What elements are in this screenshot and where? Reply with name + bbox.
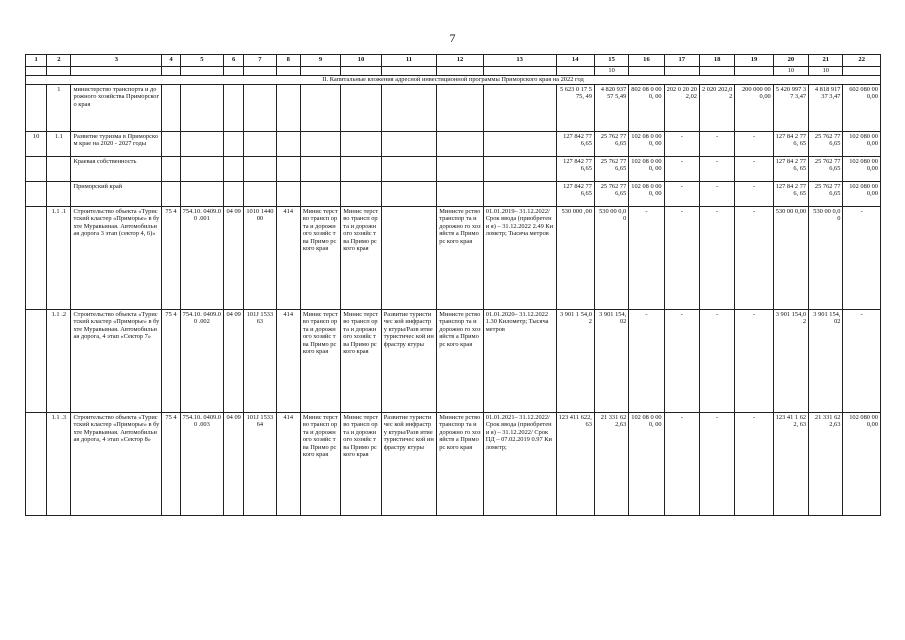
table-cell: 04 09 bbox=[224, 310, 244, 413]
table-cell: 102 08 0 000, 00 bbox=[629, 413, 664, 516]
table-cell: - bbox=[699, 310, 734, 413]
table-cell bbox=[483, 182, 556, 207]
table-cell bbox=[483, 85, 556, 132]
table-cell bbox=[483, 157, 556, 182]
sub-header-cell bbox=[224, 67, 244, 76]
table-cell: 127 84 2 776, 65 bbox=[773, 132, 808, 157]
table-cell bbox=[300, 157, 340, 182]
table-cell: 1.1 bbox=[47, 132, 71, 157]
table-cell: 202 0 20 20 2,02 bbox=[664, 85, 699, 132]
table-cell: - bbox=[735, 182, 773, 207]
table-cell: 5 420 997 37 3,47 bbox=[773, 85, 808, 132]
table-cell: 123 411 622,63 bbox=[556, 413, 594, 516]
sub-header-cell bbox=[71, 67, 162, 76]
table-cell: 530 000 ,00 bbox=[556, 207, 594, 310]
table-cell: 102 080 000,00 bbox=[843, 182, 881, 207]
sub-header-cell bbox=[699, 67, 734, 76]
sub-header-cell bbox=[843, 67, 881, 76]
sub-header-cell bbox=[26, 67, 47, 76]
table-cell: 102 080 000,00 bbox=[843, 157, 881, 182]
table-cell bbox=[276, 132, 300, 157]
table-cell: 01.01.2019– 31.12.2022/ Срок ввода (приобретени я) – 31.12.2022 2.49 Километр; Тысяча метров bbox=[483, 207, 556, 310]
table-cell bbox=[162, 182, 180, 207]
table-cell bbox=[437, 132, 483, 157]
table-cell: 4 820 937 57 5,49 bbox=[594, 85, 628, 132]
column-number: 14 bbox=[556, 55, 594, 67]
table-cell bbox=[26, 85, 47, 132]
column-number: 22 bbox=[843, 55, 881, 67]
table-cell bbox=[276, 182, 300, 207]
table-cell: 21 331 622,63 bbox=[594, 413, 628, 516]
table-cell bbox=[244, 182, 276, 207]
table-cell bbox=[381, 132, 437, 157]
table-cell bbox=[276, 157, 300, 182]
table-cell: 1.1 .3 bbox=[47, 413, 71, 516]
table-cell: 127 84 2 776, 65 bbox=[773, 157, 808, 182]
table-cell: Минис терство трансп орта и дорожн ого хозяйс тва Примо рского края bbox=[341, 310, 381, 413]
table-cell: 25 762 776,65 bbox=[809, 132, 843, 157]
table-cell: 754.10. 0409.00 .002 bbox=[180, 310, 223, 413]
table-cell: 414 bbox=[276, 207, 300, 310]
table-cell: 3 901 1 54,02 bbox=[556, 310, 594, 413]
table-cell: 5 623 0 17 575, 49 bbox=[556, 85, 594, 132]
table-cell: 802 08 0 000, 00 bbox=[629, 85, 664, 132]
table-cell bbox=[47, 157, 71, 182]
table-cell bbox=[381, 207, 437, 310]
column-number: 19 bbox=[735, 55, 773, 67]
table-cell bbox=[437, 85, 483, 132]
table-cell: 75 4 bbox=[162, 310, 180, 413]
column-number: 18 bbox=[699, 55, 734, 67]
table-cell: Минис терство трансп орта и дорожн ого хозяйс тва Примо рского края bbox=[300, 207, 340, 310]
table-cell: 75 4 bbox=[162, 207, 180, 310]
table-cell bbox=[341, 132, 381, 157]
table-cell bbox=[483, 132, 556, 157]
table-cell: 754.10. 0409.00 .001 bbox=[180, 207, 223, 310]
table-cell: 4 818 917 37 3,47 bbox=[809, 85, 843, 132]
column-number: 2 bbox=[47, 55, 71, 67]
table-cell: 1010 1440 00 bbox=[244, 207, 276, 310]
section-title: II. Капитальные вложения адресной инвестиционной программы Приморского края на 2022 год bbox=[26, 76, 881, 85]
sub-header-cell bbox=[276, 67, 300, 76]
sub-header-cell bbox=[437, 67, 483, 76]
table-row bbox=[26, 157, 881, 182]
table-cell: - bbox=[664, 132, 699, 157]
column-number: 9 bbox=[300, 55, 340, 67]
table-cell: 102 080 000,00 bbox=[843, 132, 881, 157]
table-cell bbox=[341, 157, 381, 182]
table-cell: 530 00 0,00 bbox=[594, 207, 628, 310]
table-cell bbox=[300, 85, 340, 132]
investment-program-table bbox=[25, 54, 881, 516]
sub-header-cell bbox=[162, 67, 180, 76]
sub-header-cell bbox=[180, 67, 223, 76]
column-number: 10 bbox=[341, 55, 381, 67]
table-cell bbox=[224, 157, 244, 182]
table-cell bbox=[381, 182, 437, 207]
sub-header-cell bbox=[341, 67, 381, 76]
table-cell: 127 842 776,65 bbox=[556, 132, 594, 157]
table-cell: 414 bbox=[276, 310, 300, 413]
table-cell bbox=[244, 85, 276, 132]
table-row bbox=[26, 85, 881, 132]
table-cell: - bbox=[735, 207, 773, 310]
table-cell: 602 080 000,00 bbox=[843, 85, 881, 132]
table-cell: 102 08 0 000, 00 bbox=[629, 132, 664, 157]
table-cell bbox=[162, 85, 180, 132]
table-cell: 25 762 776,65 bbox=[594, 182, 628, 207]
table-cell bbox=[300, 132, 340, 157]
table-cell bbox=[26, 413, 47, 516]
table-cell: 1.1 .2 bbox=[47, 310, 71, 413]
table-cell: 25 762 776,65 bbox=[809, 182, 843, 207]
table-cell: Развитие туристичес кой инфрастру ктуры/Разв итие туристичес кой инфрастру ктуры bbox=[381, 413, 437, 516]
table-cell: 25 762 776,65 bbox=[809, 157, 843, 182]
sub-header-cell bbox=[244, 67, 276, 76]
section-row bbox=[26, 76, 881, 85]
table-cell bbox=[224, 85, 244, 132]
column-number: 17 bbox=[664, 55, 699, 67]
table-cell: - bbox=[664, 207, 699, 310]
sub-header-cell bbox=[300, 67, 340, 76]
table-cell bbox=[244, 157, 276, 182]
table-cell: 127 842 776,65 bbox=[556, 157, 594, 182]
table-cell: - bbox=[735, 413, 773, 516]
sub-header-cell: 10 bbox=[773, 67, 808, 76]
table-cell: 2 020 202,0 2 bbox=[699, 85, 734, 132]
table-cell: 102 08 0 000, 00 bbox=[629, 157, 664, 182]
table-cell bbox=[180, 132, 223, 157]
table-cell: 21 331 622,63 bbox=[809, 413, 843, 516]
table-cell: 102 08 0 000, 00 bbox=[629, 182, 664, 207]
table-cell: 127 842 776,65 bbox=[556, 182, 594, 207]
table-cell bbox=[244, 132, 276, 157]
table-row bbox=[26, 413, 881, 516]
table-cell: 414 bbox=[276, 413, 300, 516]
table-cell: 1 bbox=[47, 85, 71, 132]
table-cell: - bbox=[664, 157, 699, 182]
table-cell: - bbox=[629, 310, 664, 413]
table-cell bbox=[381, 157, 437, 182]
table-cell: - bbox=[664, 413, 699, 516]
table-cell: - bbox=[664, 182, 699, 207]
column-number-row bbox=[26, 55, 881, 67]
sub-header-row bbox=[26, 67, 881, 76]
column-number: 13 bbox=[483, 55, 556, 67]
table-cell: - bbox=[843, 207, 881, 310]
table-cell: 04 09 bbox=[224, 207, 244, 310]
table-cell bbox=[162, 157, 180, 182]
table-cell bbox=[26, 310, 47, 413]
table-cell bbox=[47, 182, 71, 207]
table-cell bbox=[180, 85, 223, 132]
table-cell: 200 000 000,00 bbox=[735, 85, 773, 132]
column-number: 6 bbox=[224, 55, 244, 67]
table-row bbox=[26, 310, 881, 413]
column-number: 15 bbox=[594, 55, 628, 67]
table-cell: Минис терство трансп орта и дорожн ого хозяйс тва Примо рского края bbox=[300, 413, 340, 516]
table-cell: 127 84 2 776, 65 bbox=[773, 182, 808, 207]
table-cell: 01.01.2021– 31.12.2022/ Срок ввода (приобретени я) – 31.12.2022/ Срок ПД – 07.02.2019 0.97 Километр; bbox=[483, 413, 556, 516]
table-cell: Строительство объекта «Туристский кластер «Приморье» в бухте Муравьиная. Автомобильная дорога, 4 этап «Сектор 7» bbox=[71, 310, 162, 413]
table-row bbox=[26, 182, 881, 207]
table-cell: 754.10. 0409.00 .003 bbox=[180, 413, 223, 516]
sub-header-cell bbox=[556, 67, 594, 76]
table-cell: Развитие туризма в Приморском крае на 2020 - 2027 годы bbox=[71, 132, 162, 157]
column-number: 4 bbox=[162, 55, 180, 67]
sub-header-cell: 10 bbox=[809, 67, 843, 76]
table-cell bbox=[300, 182, 340, 207]
table-cell bbox=[341, 182, 381, 207]
column-number: 12 bbox=[437, 55, 483, 67]
table-cell: Строительство объекта «Туристский кластер «Приморье» в бухте Муравьиная. Автомобильная дорога, 4 этап «Сектор 8» bbox=[71, 413, 162, 516]
table-cell: Приморский край bbox=[71, 182, 162, 207]
table-cell: - bbox=[699, 157, 734, 182]
table-cell: Минис терство трансп орта и дорожн ого хозяйс тва Примо рского края bbox=[300, 310, 340, 413]
table-cell: - bbox=[735, 310, 773, 413]
table-cell: 1.1 .1 bbox=[47, 207, 71, 310]
column-number: 21 bbox=[809, 55, 843, 67]
table-cell: Развитие туристичес кой инфрастру ктуры/Разв итие туристичес кой инфрастру ктуры bbox=[381, 310, 437, 413]
table-cell: - bbox=[843, 310, 881, 413]
table-cell bbox=[224, 132, 244, 157]
table-cell: 530 00 0,00 bbox=[773, 207, 808, 310]
table-cell: Минис терство трансп орта и дорожн ого хозяйс тва Примо рского края bbox=[341, 207, 381, 310]
table-cell: 04 09 bbox=[224, 413, 244, 516]
sub-header-cell bbox=[629, 67, 664, 76]
table-cell bbox=[180, 157, 223, 182]
table-cell: - bbox=[629, 207, 664, 310]
table-cell: - bbox=[699, 132, 734, 157]
table-cell: Министе рство транспор та и дорожно го хозяйств а Приморс кого края bbox=[437, 207, 483, 310]
table-cell: - bbox=[664, 310, 699, 413]
table-cell: 3 901 154,02 bbox=[773, 310, 808, 413]
table-cell bbox=[341, 85, 381, 132]
table-cell bbox=[437, 157, 483, 182]
column-number: 7 bbox=[244, 55, 276, 67]
sub-header-cell bbox=[483, 67, 556, 76]
sub-header-cell bbox=[47, 67, 71, 76]
table-cell: 3 901 154,02 bbox=[809, 310, 843, 413]
table-cell bbox=[162, 132, 180, 157]
column-number: 1 bbox=[26, 55, 47, 67]
column-number: 16 bbox=[629, 55, 664, 67]
sub-header-cell bbox=[735, 67, 773, 76]
table-cell: Министе рство транспор та и дорожно го хозяйств а Приморс кого края bbox=[437, 310, 483, 413]
table-cell bbox=[26, 182, 47, 207]
table-cell: 25 762 776,65 bbox=[594, 157, 628, 182]
table-cell: 25 762 776,65 bbox=[594, 132, 628, 157]
table-cell: 75 4 bbox=[162, 413, 180, 516]
table-cell bbox=[26, 157, 47, 182]
table-cell: 123 41 1 622, 63 bbox=[773, 413, 808, 516]
table-cell: - bbox=[735, 157, 773, 182]
table-cell: 10 bbox=[26, 132, 47, 157]
table-cell: - bbox=[699, 207, 734, 310]
table-cell: 01.01.2020– 31.12.2022 1.30 Километр; Тысяча метров bbox=[483, 310, 556, 413]
table-cell: - bbox=[699, 413, 734, 516]
column-number: 3 bbox=[71, 55, 162, 67]
table-cell: Министе рство транспор та и дорожно го хозяйств а Приморс кого края bbox=[437, 413, 483, 516]
column-number: 20 bbox=[773, 55, 808, 67]
column-number: 5 bbox=[180, 55, 223, 67]
page-number: 7 bbox=[449, 31, 456, 45]
table-cell bbox=[224, 182, 244, 207]
table-row bbox=[26, 207, 881, 310]
sub-header-cell bbox=[381, 67, 437, 76]
table-cell: 101J 1533 63 bbox=[244, 310, 276, 413]
table-cell: Минис терство трансп орта и дорожн ого хозяйс тва Примо рского края bbox=[341, 413, 381, 516]
column-number: 8 bbox=[276, 55, 300, 67]
table-cell bbox=[437, 182, 483, 207]
table-cell: 3 901 154,02 bbox=[594, 310, 628, 413]
sub-header-cell: 10 bbox=[594, 67, 628, 76]
table-cell: министерство транспорта и дорожного хозяйства Приморского края bbox=[71, 85, 162, 132]
table-cell: Строительство объекта «Туристский кластер «Приморье» в бухте Муравьиная. Автомобильная дорога 3 этап (сектор 4, 6)» bbox=[71, 207, 162, 310]
sub-header-cell bbox=[664, 67, 699, 76]
table-row bbox=[26, 132, 881, 157]
table-cell bbox=[381, 85, 437, 132]
table-cell bbox=[180, 182, 223, 207]
table-cell: 102 080 000,00 bbox=[843, 413, 881, 516]
table-cell: 530 00 0,00 bbox=[809, 207, 843, 310]
table-cell: 101J 1533 64 bbox=[244, 413, 276, 516]
column-number: 11 bbox=[381, 55, 437, 67]
table-cell: Краевая собственность bbox=[71, 157, 162, 182]
table-cell bbox=[276, 85, 300, 132]
table-cell: - bbox=[699, 182, 734, 207]
table-cell bbox=[26, 207, 47, 310]
table-cell: - bbox=[735, 132, 773, 157]
